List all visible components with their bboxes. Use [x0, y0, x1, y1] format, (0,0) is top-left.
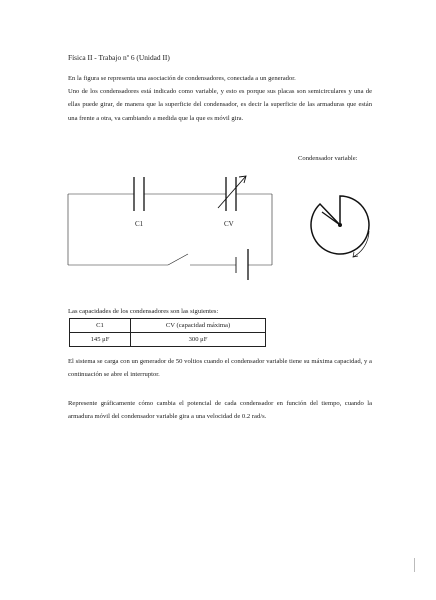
pivot-point	[338, 223, 342, 227]
document-heading: Física II - Trabajo nº 6 (Unidad II)	[68, 53, 170, 62]
variable-capacitor-title: Condensador variable:	[298, 155, 358, 162]
capacities-table	[69, 318, 266, 347]
table-header-c1: C1	[70, 319, 131, 333]
cv-label: CV	[224, 220, 234, 228]
task-paragraph: Represente gráficamente cómo cambia el potencial de cada condensador en función del tiempo, cuando la armadura móvil del condensador variable gira a una velocidad de 0.2 rad/s.	[68, 400, 372, 421]
table-cell-c1-value: 145 μF	[70, 333, 131, 347]
c1-label: C1	[135, 220, 144, 228]
table-cell-cv-value: 300 μF	[131, 333, 266, 347]
capacitor-cv-symbol	[218, 176, 246, 211]
charging-paragraph: El sistema se carga con un generador de 50 voltios cuando el condensador variable tiene su máxima capacidad, y a continuación se abre el interruptor.	[68, 358, 372, 379]
table-header-row	[70, 319, 266, 333]
table-row	[70, 333, 266, 347]
moving-plate-edge	[322, 212, 340, 225]
description-paragraph: Uno de los condensadores está indicado como variable, y esto es porque sus placas son semicirculares y una de ellas puede girar, de manera que la superficie del condensador, es decir la superficie de las armaduras que están una frente a otra, va cambiando a medida que la que es móvil gira.	[68, 88, 372, 122]
variable-capacitor-diagram	[304, 186, 384, 266]
intro-paragraph: En la figura se representa una asociación de condensadores, conectada a un generador.	[68, 75, 296, 82]
capacitor-c1-symbol	[134, 177, 144, 211]
generator-symbol	[236, 249, 248, 280]
capacities-intro: Las capacidades de los condensadores son las siguientes:	[68, 308, 219, 315]
circuit-diagram	[60, 168, 280, 280]
scan-edge-mark	[414, 558, 415, 572]
table-header-cv: CV (capacidad máxima)	[131, 319, 266, 333]
switch-symbol	[168, 254, 188, 265]
